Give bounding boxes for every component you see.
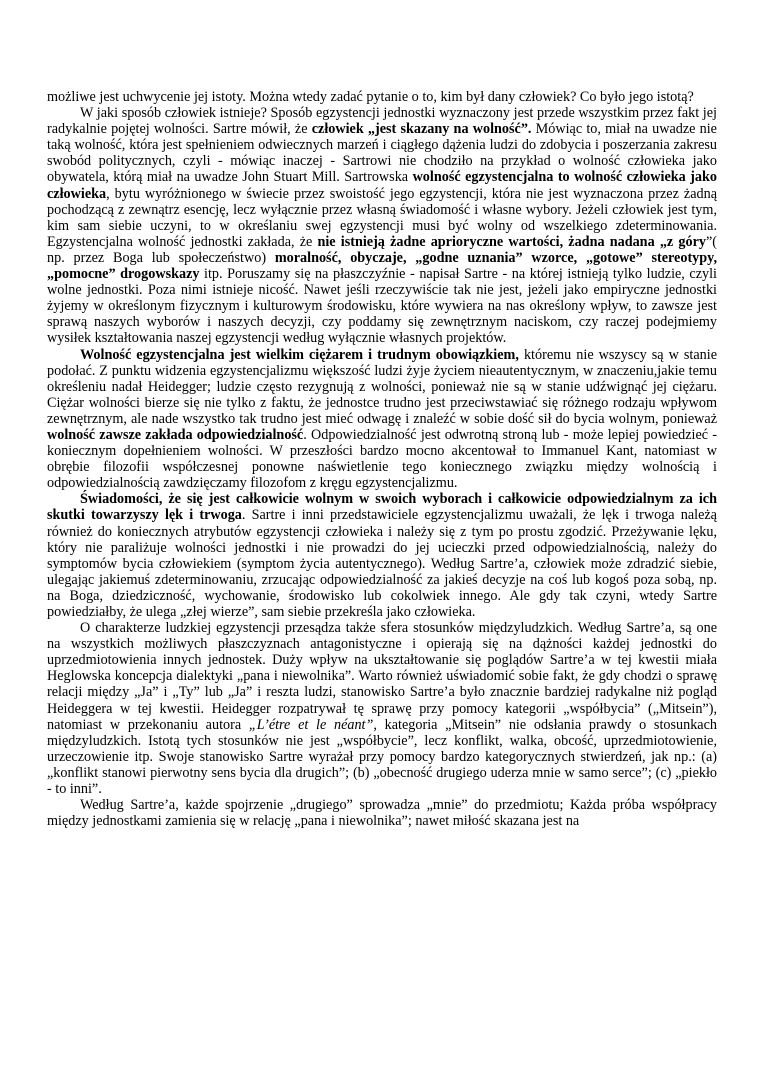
text-run: ”( np. przez Boga lub społeczeństwo) bbox=[47, 233, 717, 266]
text-run: O charakterze ludzkiej egzystencji przesądza także sfera stosunków międzyludzkich. Według Sartre’a, są one na wszystkich możliwych płaszczyznach antagonistyczne i opierają się na dążności każdej jednostki do uprzedmiotowienia innych jednostek. Duży wpływ na ukształtowanie się poglądów Sartre’a w tej kwestii miała Heglowska koncepcja dialektyki „pana i niewolnika”. Warto również uświadomić sobie fakt, że gdy chodzi o sprawę relacji między „Ja” i „Ty” lub „Ja” i reszta ludzi, stanowisko Sartre’a było znacznie bardziej radykalne niż pogląd Heideggera w tej kwestii. Heidegger rozpatrywał tę sprawę przy pomocy kategorii „współbycia” („Mitsein”), natomiast w przekonaniu autora bbox=[47, 620, 717, 733]
document-body bbox=[47, 89, 717, 829]
paragraph-1 bbox=[47, 89, 717, 105]
text-run: , bytu wyróżnionego w świecie przez swoistość jego egzystencji, która nie jest wyznaczona przez żadną pochodzącą z zewnątrz esencję, lecz wyłącznie przez własną świadomość i własne wybory. Jeżeli człowiek jest tym, kim sam siebie uczyni, to w określaniu swej egzystencji musi być wolny od wszelkiego zdeterminowania. Egzystencjalna wolność jednostki zakłada, że bbox=[47, 185, 717, 250]
bold-text: moralność, obyczaje, „godne uznania” wzorce, „gotowe” stereotypy, „pomocne” drogowskazy bbox=[47, 249, 718, 283]
paragraph-6 bbox=[47, 797, 717, 829]
bold-text: nie istnieją żadne aprioryczne wartości, żadna nadana „z góry bbox=[317, 233, 706, 250]
text-run: , kategoria „Mitsein” nie odsłania prawdy o stosunkach międzyludzkich. Istotą tych stosunków nie jest „współbycie”, lecz konflikt, walka, obcość, uprzedmiotowienie, urzeczowienie itp. Swoje stanowisko Sartre wyrażał przy pomocy bardzo kategorycznych stwierdzeń, jak np.: (a) „konflikt stanowi pierwotny sens bycia dla drugich”; (b) „obecność drugiego uderza mnie w samo serce”; (c) „piekło - to inni”. bbox=[47, 716, 717, 798]
text-run: możliwe jest uchwycenie jej istoty. Można wtedy zadać pytanie o to, kim był dany człowiek? Co było jego istotą? bbox=[47, 89, 694, 105]
bold-text: człowiek „jest skazany na wolność”. bbox=[311, 121, 532, 138]
paragraph-4 bbox=[47, 491, 717, 620]
bold-text: wolność egzystencjalna to wolność człowieka jako człowieka bbox=[47, 169, 717, 202]
text-run: Według Sartre’a, każde spojrzenie „drugiego” sprowadza „mnie” do przedmiotu; Każda próba współpracy między jednostkami zamienia się w relację „pana i niewolnika”; nawet miłość skazana jest na bbox=[47, 797, 717, 830]
text-run: Mówiąc to, miał na uwadze nie taką wolność, która jest spełnieniem odwiecznych marzeń i ciągłego dążenia ludzi do zdobycia i poszerzania zakresu swobód politycznych, czyli - mówiąc inaczej - Sartrowi nie chodziło na przykład o wolność człowieka jako obywatela, którą miał na uwadze John Stuart Mill. Sartrowska bbox=[47, 121, 717, 186]
text-run: W jaki sposób człowiek istnieje? Sposób egzystencji jednostki wyznaczony jest przede wszystkim przez fakt jej radykalnie pojętej wolności. Sartre mówił, że bbox=[47, 105, 717, 138]
paragraph-5 bbox=[47, 620, 717, 797]
text-run: . Odpowiedzialność jest odwrotną stroną lub - może lepiej powiedzieć - koniecznym dopełnieniem wolności. W przeszłości bardzo mocno akcentował to Immanuel Kant, natomiast w obrębie filozofii współczesnej ponowne naświetlenie tego koniecznego związku między wolnością i odpowiedzialnością zawdzięczamy filozofom z kręgu egzystencjalizmu. bbox=[47, 426, 717, 492]
italic-text: „L’étre et le néant” bbox=[248, 716, 374, 733]
bold-text: Świadomości, że się jest całkowicie wolnym w swoich wyborach i całkowicie odpowiedzialnym za ich skutki towarzyszy lęk i trwoga bbox=[47, 491, 717, 524]
bold-text: Wolność egzystencjalna jest wielkim ciężarem i trudnym obowiązkiem, bbox=[80, 346, 519, 363]
text-run: itp. Poruszamy się na płaszczyźnie - napisał Sartre - na której istnieją tylko ludzie, czyli wolne jednostki. Poza nimi istnieje nicość. Nawet jeśli rzeczywiście tak nie jest, jeżeli jako empiryczne jednostki żyjemy w określonym fizycznym i kulturowym środowisku, które wywiera na nas określony wpływ, to zawsze jest sprawą naszych wyborów i naszych decyzji, czy poddamy się zewnętrznym naciskom, czy raczej podejmiemy wysiłek kształtowania naszej egzystencji według wyłącznie własnych projektów. bbox=[47, 266, 717, 347]
paragraph-3 bbox=[47, 347, 717, 492]
text-run: . Sartre i inni przedstawiciele egzystencjalizmu uważali, że lęk i trwoga należą również do koniecznych atrybutów egzystencji człowieka i należy się z tym po prostu zgodzić. Przeżywanie lęku, który nie paraliżuje wolności jednostki i nie prowadzi do jej ucieczki przed odpowiedzialnością, należy do symptomów bycia człowiekiem (symptom życia autentycznego). Według Sartre’a, człowiek może zdradzić siebie, ulegając jakiemuś zdeterminowaniu, zrzucając odpowiedzialność za jakieś decyzje na coś lub kogoś poza sobą, np. na Boga, dziedziczność, wychowanie, środowisko lub cokolwiek innego. Ale gdy tak czyni, wtedy Sartre powiedziałby, że ulega „złej wierze”, sam siebie przekreśla jako człowieka. bbox=[47, 507, 717, 620]
bold-text: wolność zawsze zakłada odpowiedzialność bbox=[47, 426, 304, 443]
paragraph-2 bbox=[47, 105, 717, 346]
text-run: któremu nie wszyscy są w stanie podołać. Z punktu widzenia egzystencjalizmu większość ludzi żyje życiem nieautentycznym, w znaczeniu,jakie temu określeniu nadał Heidegger; ludzie często rezygnują z wolności, ponieważ nie są w stanie udźwignąć jej ciężaru. Ciężar wolności bierze się nie tylko z faktu, że jednostce trudno jest przeciwstawiać się różnego rodzaju wpływom zewnętrznym, ale nade wszystko tak trudno jest mieć odwagę i znaleźć w sobie dość sił do bycia wolnym, ponieważ bbox=[47, 346, 718, 427]
